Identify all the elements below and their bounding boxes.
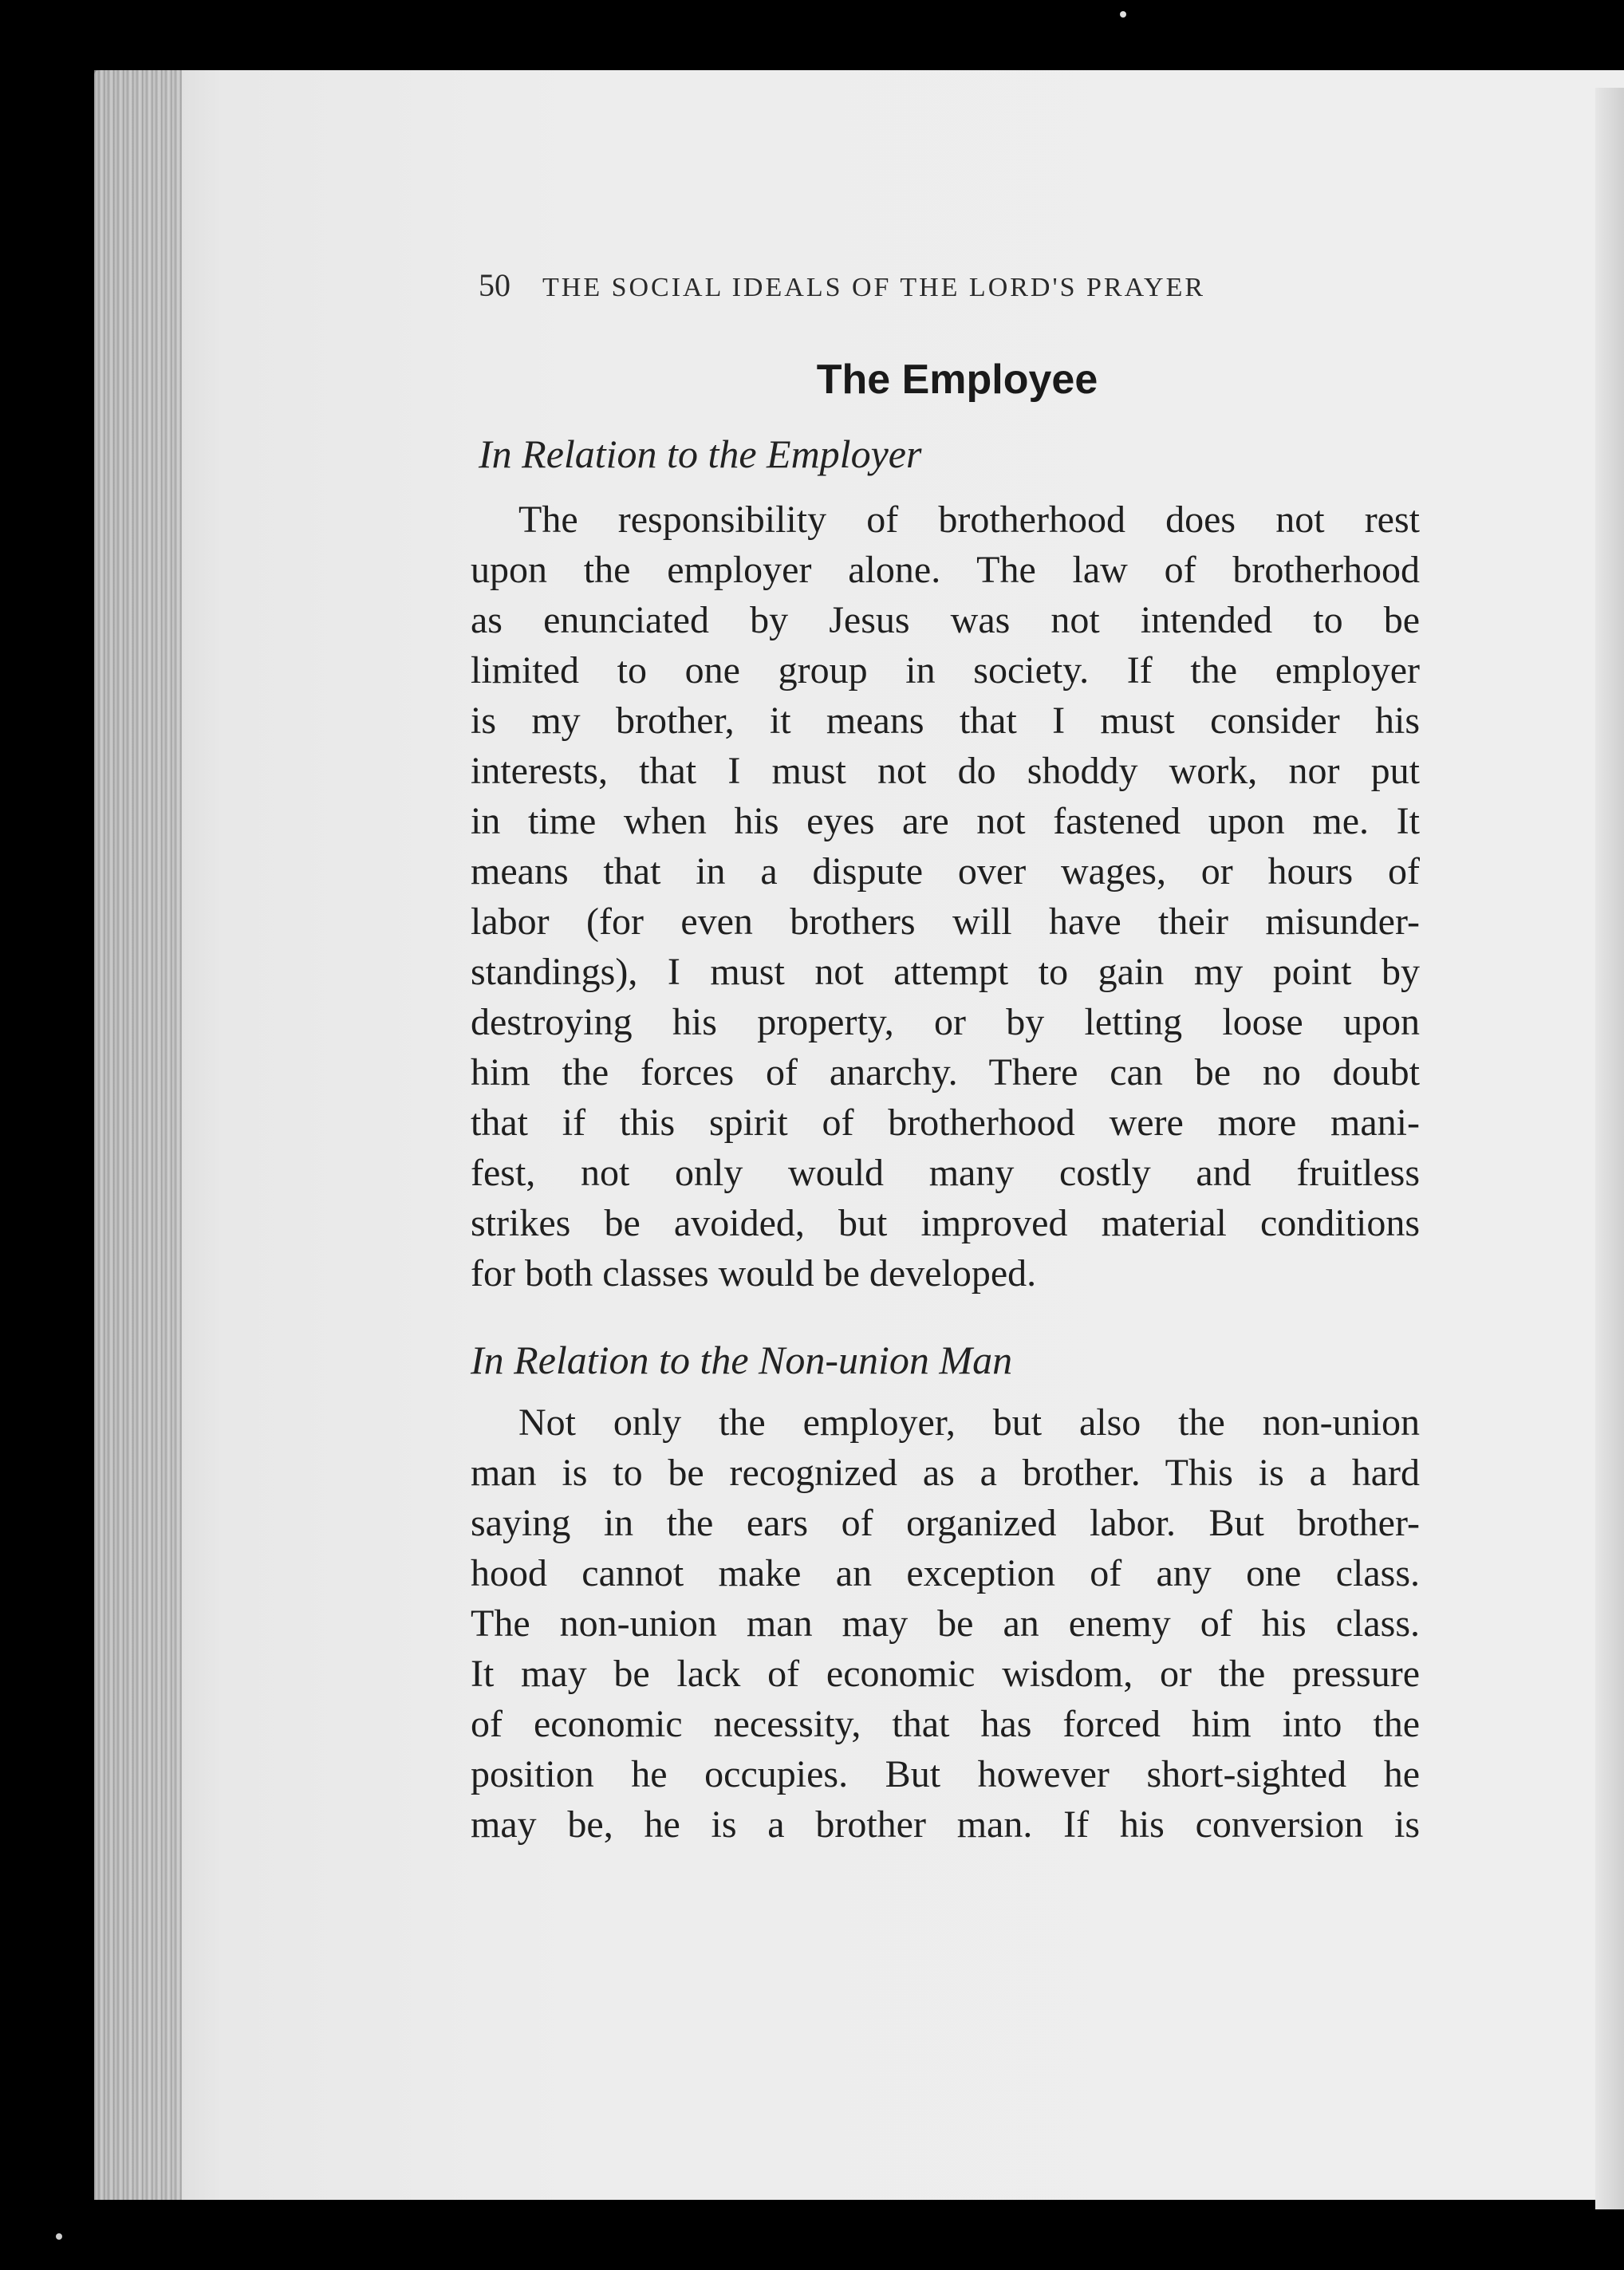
- subsection-heading-employer: In Relation to the Employer: [479, 432, 922, 476]
- paragraph-non-union: [471, 1397, 1420, 1850]
- page-number: 50: [479, 267, 510, 303]
- text-line: him the forces of anarchy. There can be no doubt: [471, 1051, 1420, 1094]
- text-line: may be, he is a brother man. If his conversion is: [471, 1803, 1420, 1846]
- section-title: The Employee: [816, 357, 1098, 403]
- text-line: means that in a dispute over wages, or hours of: [471, 850, 1420, 893]
- text-line: is my brother, it means that I must consider his: [471, 700, 1420, 742]
- text-line: saying in the ears of organized labor. But brother-: [471, 1502, 1420, 1544]
- text-line: upon the employer alone. The law of brotherhood: [471, 549, 1420, 591]
- text-line: Not only the employer, but also the non-union: [518, 1401, 1420, 1444]
- text-line: fest, not only would many costly and fruitless: [471, 1152, 1420, 1194]
- text-line: limited to one group in society. If the employer: [471, 649, 1420, 692]
- text-line: for both classes would be developed.: [471, 1252, 1037, 1295]
- book-spine: [94, 70, 182, 2200]
- text-line: position he occupies. But however short-sighted he: [471, 1753, 1420, 1795]
- text-line: in time when his eyes are not fastened upon me. It: [471, 800, 1420, 842]
- scan-speck: [1120, 11, 1126, 18]
- scan-speck: [56, 2233, 62, 2240]
- text-line: labor (for even brothers will have their misunder-: [471, 901, 1420, 943]
- paragraph-employer: [471, 495, 1420, 1299]
- text-line: as enunciated by Jesus was not intended to be: [471, 599, 1420, 641]
- text-line: standings), I must not attempt to gain my point by: [471, 951, 1420, 993]
- text-line: strikes be avoided, but improved material conditions: [471, 1202, 1420, 1244]
- text-line: hood cannot make an exception of any one class.: [471, 1552, 1420, 1594]
- text-line: of economic necessity, that has forced him into the: [471, 1703, 1420, 1745]
- page-edge: [1595, 88, 1624, 2209]
- text-line: The non-union man may be an enemy of his class.: [471, 1602, 1420, 1645]
- subsection-heading-non-union: In Relation to the Non-union Man: [471, 1338, 1013, 1382]
- running-head: [479, 266, 1324, 304]
- text-line: interests, that I must not do shoddy work, nor put: [471, 750, 1420, 792]
- text-line: The responsibility of brotherhood does not rest: [518, 499, 1420, 541]
- running-title: THE SOCIAL IDEALS OF THE LORD'S PRAYER: [542, 273, 1206, 302]
- text-line: destroying his property, or by letting loose upon: [471, 1001, 1420, 1043]
- text-line: man is to be recognized as a brother. This is a hard: [471, 1452, 1420, 1494]
- text-line: It may be lack of economic wisdom, or the pressure: [471, 1653, 1420, 1695]
- text-line: that if this spirit of brotherhood were more mani-: [471, 1102, 1420, 1144]
